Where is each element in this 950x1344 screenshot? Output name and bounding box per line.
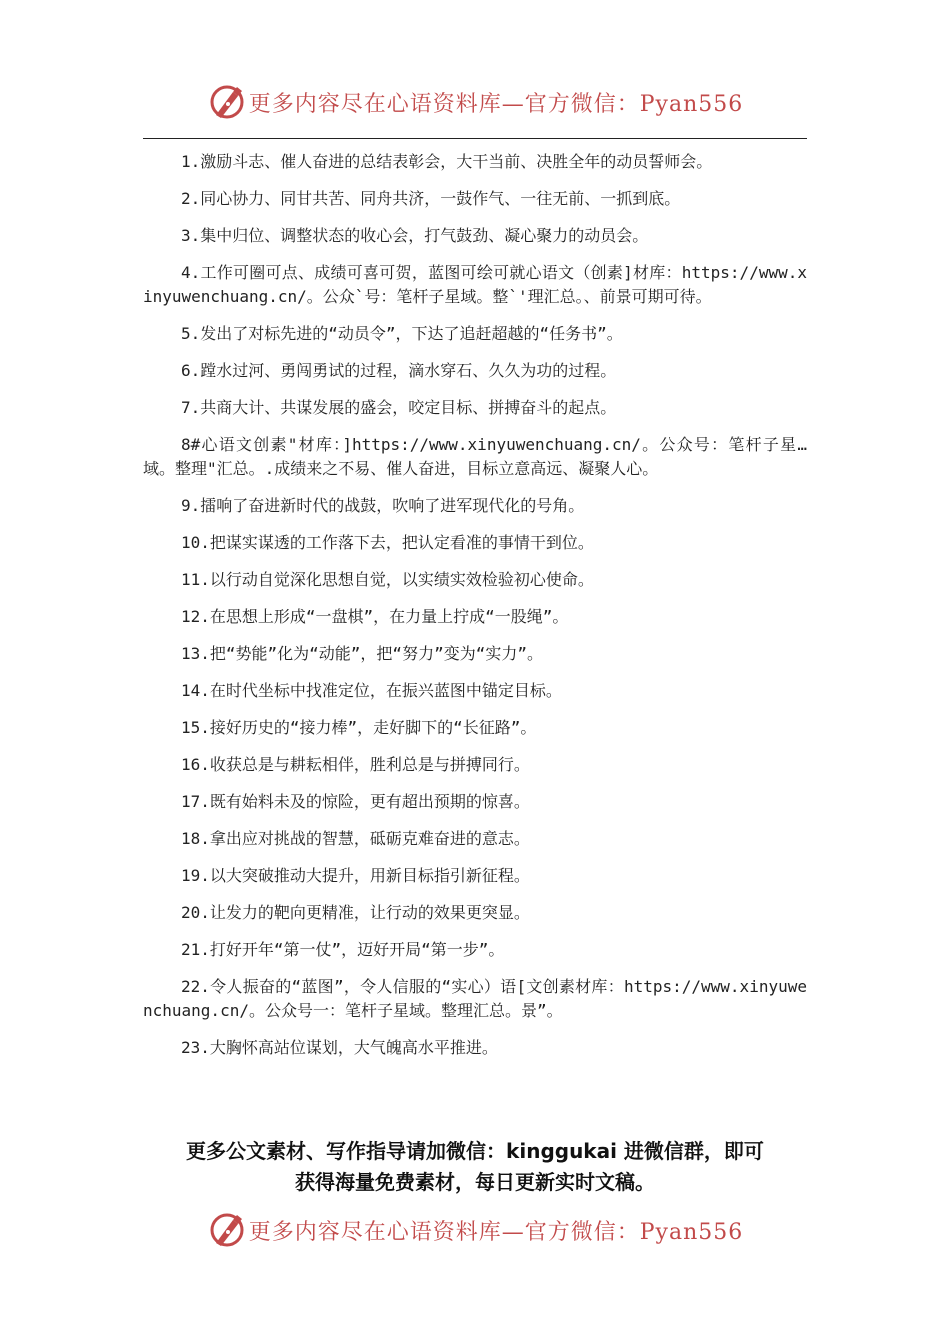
fountain-pen-logo-icon xyxy=(207,1210,247,1250)
paragraph: 18.拿出应对挑战的智慧，砥砺克难奋进的意志。 xyxy=(181,829,530,848)
paragraph: 11.以行动自觉深化思想自觉，以实绩实效检验初心使命。 xyxy=(181,570,594,589)
paragraph: 1.激励斗志、催人奋进的总结表彰会，大干当前、决胜全年的动员誓师会。 xyxy=(181,152,713,171)
paragraph: 7.共商大计、共谋发展的盛会，咬定目标、拼搏奋斗的起点。 xyxy=(181,398,617,417)
promo-line-2: 获得海量免费素材，每日更新实时文稿。 xyxy=(295,1170,655,1194)
article-body xyxy=(143,150,807,1073)
paragraph: 10.把谋实谋透的工作落下去，把认定看准的事情干到位。 xyxy=(181,533,594,552)
paragraph: 4.工作可圈可点、成绩可喜可贺，蓝图可绘可就心语文（创素]材库：https://www.xinyuwenchuang.cn/。公众`号：笔杆子星域。整`'理汇总。、前景可期可待。 xyxy=(143,263,807,306)
promo-line-1: 更多公文素材、写作指导请加微信：kinggukai 进微信群，即可 xyxy=(186,1139,764,1163)
paragraph: 19.以大突破推动大提升，用新目标指引新征程。 xyxy=(181,866,530,885)
fountain-pen-logo-icon xyxy=(207,82,247,122)
promo-notice xyxy=(110,1136,840,1198)
paragraph: 5.发出了对标先进的“动员令”，下达了追赶超越的“任务书”。 xyxy=(181,324,623,343)
paragraph: 8#心语文创素"材库：]https://www.xinyuwenchuang.cn/。公众号：笔杆子星…域。整理"汇总。.成绩来之不易、催人奋进，目标立意高远、凝聚人心。 xyxy=(143,435,807,478)
paragraph: 15.接好历史的“接力棒”，走好脚下的“长征路”。 xyxy=(181,718,537,737)
paragraph: 22.令人振奋的“蓝图”，令人信服的“实心）语[文创素材库：https://www.xinyuwenchuang.cn/。公众号一：笔杆子星域。整理汇总。景”。 xyxy=(143,977,807,1020)
footer-banner xyxy=(0,1208,950,1252)
paragraph: 16.收获总是与耕耘相伴，胜利总是与拼搏同行。 xyxy=(181,755,530,774)
paragraph: 20.让发力的靶向更精准，让行动的效果更突显。 xyxy=(181,903,530,922)
header-banner xyxy=(0,80,950,124)
paragraph: 23.大胸怀高站位谋划，大气魄高水平推进。 xyxy=(181,1038,498,1057)
footer-banner-text: 更多内容尽在心语资料库—官方微信：Pyan556 xyxy=(248,1219,744,1245)
paragraph: 6.蹚水过河、勇闯勇试的过程，滴水穿石、久久为功的过程。 xyxy=(181,361,617,380)
paragraph: 3.集中归位、调整状态的收心会，打气鼓劲、凝心聚力的动员会。 xyxy=(181,226,649,245)
paragraph: 14.在时代坐标中找准定位，在振兴蓝图中锚定目标。 xyxy=(181,681,562,700)
paragraph: 21.打好开年“第一仗”，迈好开局“第一步”。 xyxy=(181,940,505,959)
paragraph: 17.既有始料未及的惊险，更有超出预期的惊喜。 xyxy=(181,792,530,811)
paragraph: 12.在思想上形成“一盘棋”，在力量上拧成“一股绳”。 xyxy=(181,607,569,626)
paragraph: 13.把“势能”化为“动能”，把“努力”变为“实力”。 xyxy=(181,644,543,663)
header-banner-text: 更多内容尽在心语资料库—官方微信：Pyan556 xyxy=(248,91,744,117)
header-divider xyxy=(143,138,807,139)
paragraph: 9.擂响了奋进新时代的战鼓，吹响了进军现代化的号角。 xyxy=(181,496,585,515)
paragraph: 2.同心协力、同甘共苦、同舟共济，一鼓作气、一往无前、一抓到底。 xyxy=(181,189,681,208)
